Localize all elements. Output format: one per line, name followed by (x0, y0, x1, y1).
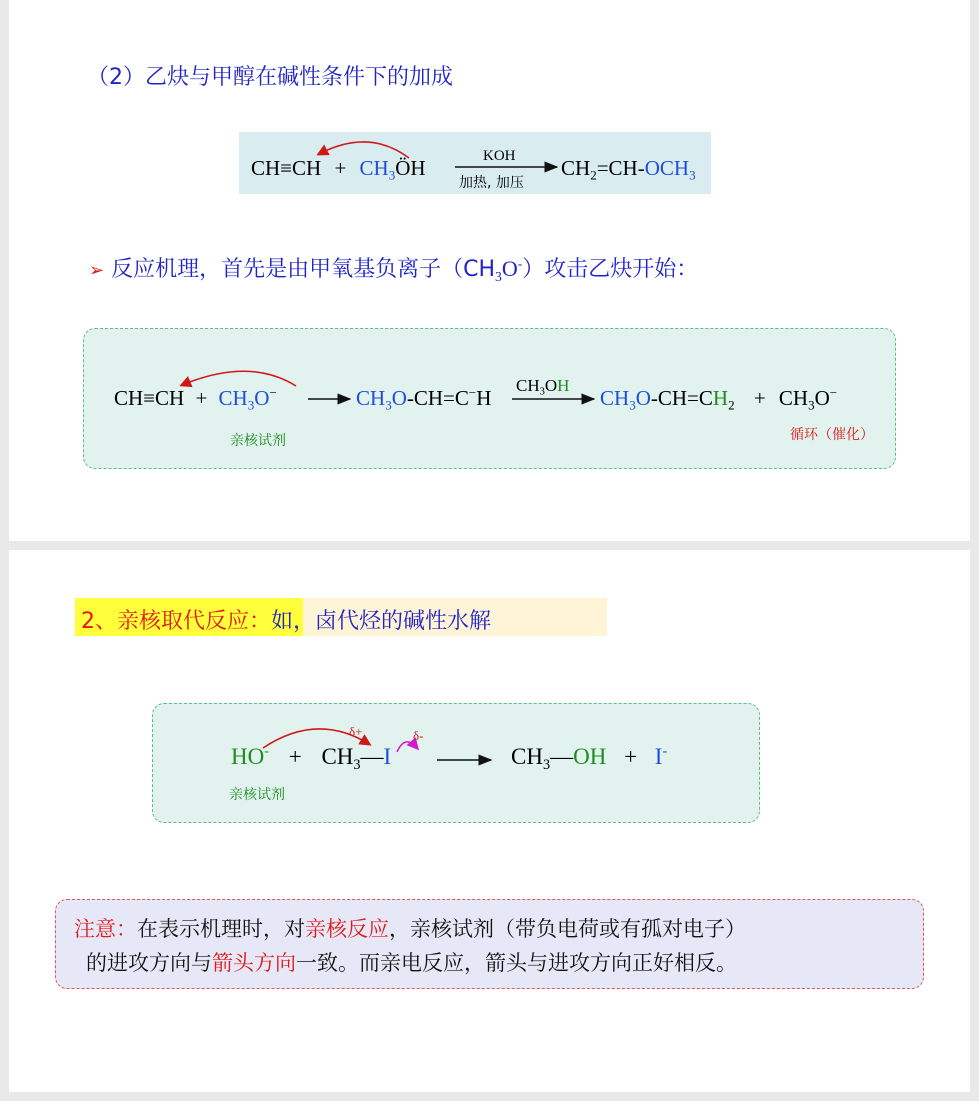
slide-1 (9, 0, 970, 541)
equation-1-line (251, 156, 426, 181)
slide1-heading: （2）乙炔与甲醇在碱性条件下的加成 (87, 65, 453, 90)
iodide-ion: I- (654, 743, 668, 769)
catalytic-cycle-label: 循环（催化） (790, 427, 874, 443)
mechanism-reactants: $CH\equiv CH + CH_3O^-$ (114, 385, 277, 413)
sn2-products: $CH_3—OH + I^-$ (511, 743, 668, 773)
condition-koh: KOH (483, 148, 516, 164)
sn2-box (152, 703, 760, 823)
nucleophile-label: 亲核试剂 (230, 433, 286, 449)
methanol-oh: ÖH (395, 156, 426, 180)
nucleophile-label-2: 亲核试剂 (229, 787, 285, 803)
methoxide-ion: $CH_3O$ (218, 386, 270, 413)
sn2-reactants: $HO^- + CH_3—I$ (231, 743, 392, 773)
equation-1-product: $CH_2=CH-OCH_3$ (561, 156, 696, 183)
acetylene: CH≡CH (251, 156, 322, 180)
note-line-2: 的进攻方向与箭头方向一致。而亲电反应，箭头与进攻方向正好相反。 (86, 951, 737, 975)
note-box (55, 899, 924, 989)
delta-plus: δ+ (349, 724, 363, 739)
mechanism-bullet: ➢ 反应机理，首先是由甲氧基负离子$(CH_3O^-)$攻击乙炔开始： (89, 255, 699, 284)
acetylene: CH≡CH (114, 386, 185, 410)
bullet-arrow-icon: ➢ (89, 260, 105, 281)
carbanion-intermediate: $CH_3O-CH=C^-H$ (356, 385, 492, 413)
mechanism-box (83, 328, 896, 469)
regenerated-methoxide: $CH_3O^-$ (778, 385, 838, 413)
methanol-product: $CH_3—OH$ (511, 744, 607, 773)
methyl-iodide: $CH_3—I$ (321, 744, 392, 773)
delta-minus: δ- (413, 728, 424, 743)
hydroxide-ion: HO- (231, 743, 269, 769)
equation-box-1 (239, 132, 711, 194)
slide2-heading: 2、亲核取代反应：如，卤代烃的碱性水解 (81, 609, 492, 634)
plus-sign: + (334, 156, 347, 180)
note-line-1: 注意：在表示机理时，对亲核反应，亲核试剂（带负电荷或有孤对电子） (74, 917, 746, 941)
methanol: $CH_3$ (359, 156, 396, 183)
condition-heat-pressure: 加热, 加压 (459, 175, 524, 191)
mechanism-product: $CH_3O-CH=CH_2 + CH_3O^-$ (600, 385, 838, 413)
methanol-reagent: $CH_3OH$ (516, 376, 570, 398)
slide-2 (9, 550, 970, 1092)
